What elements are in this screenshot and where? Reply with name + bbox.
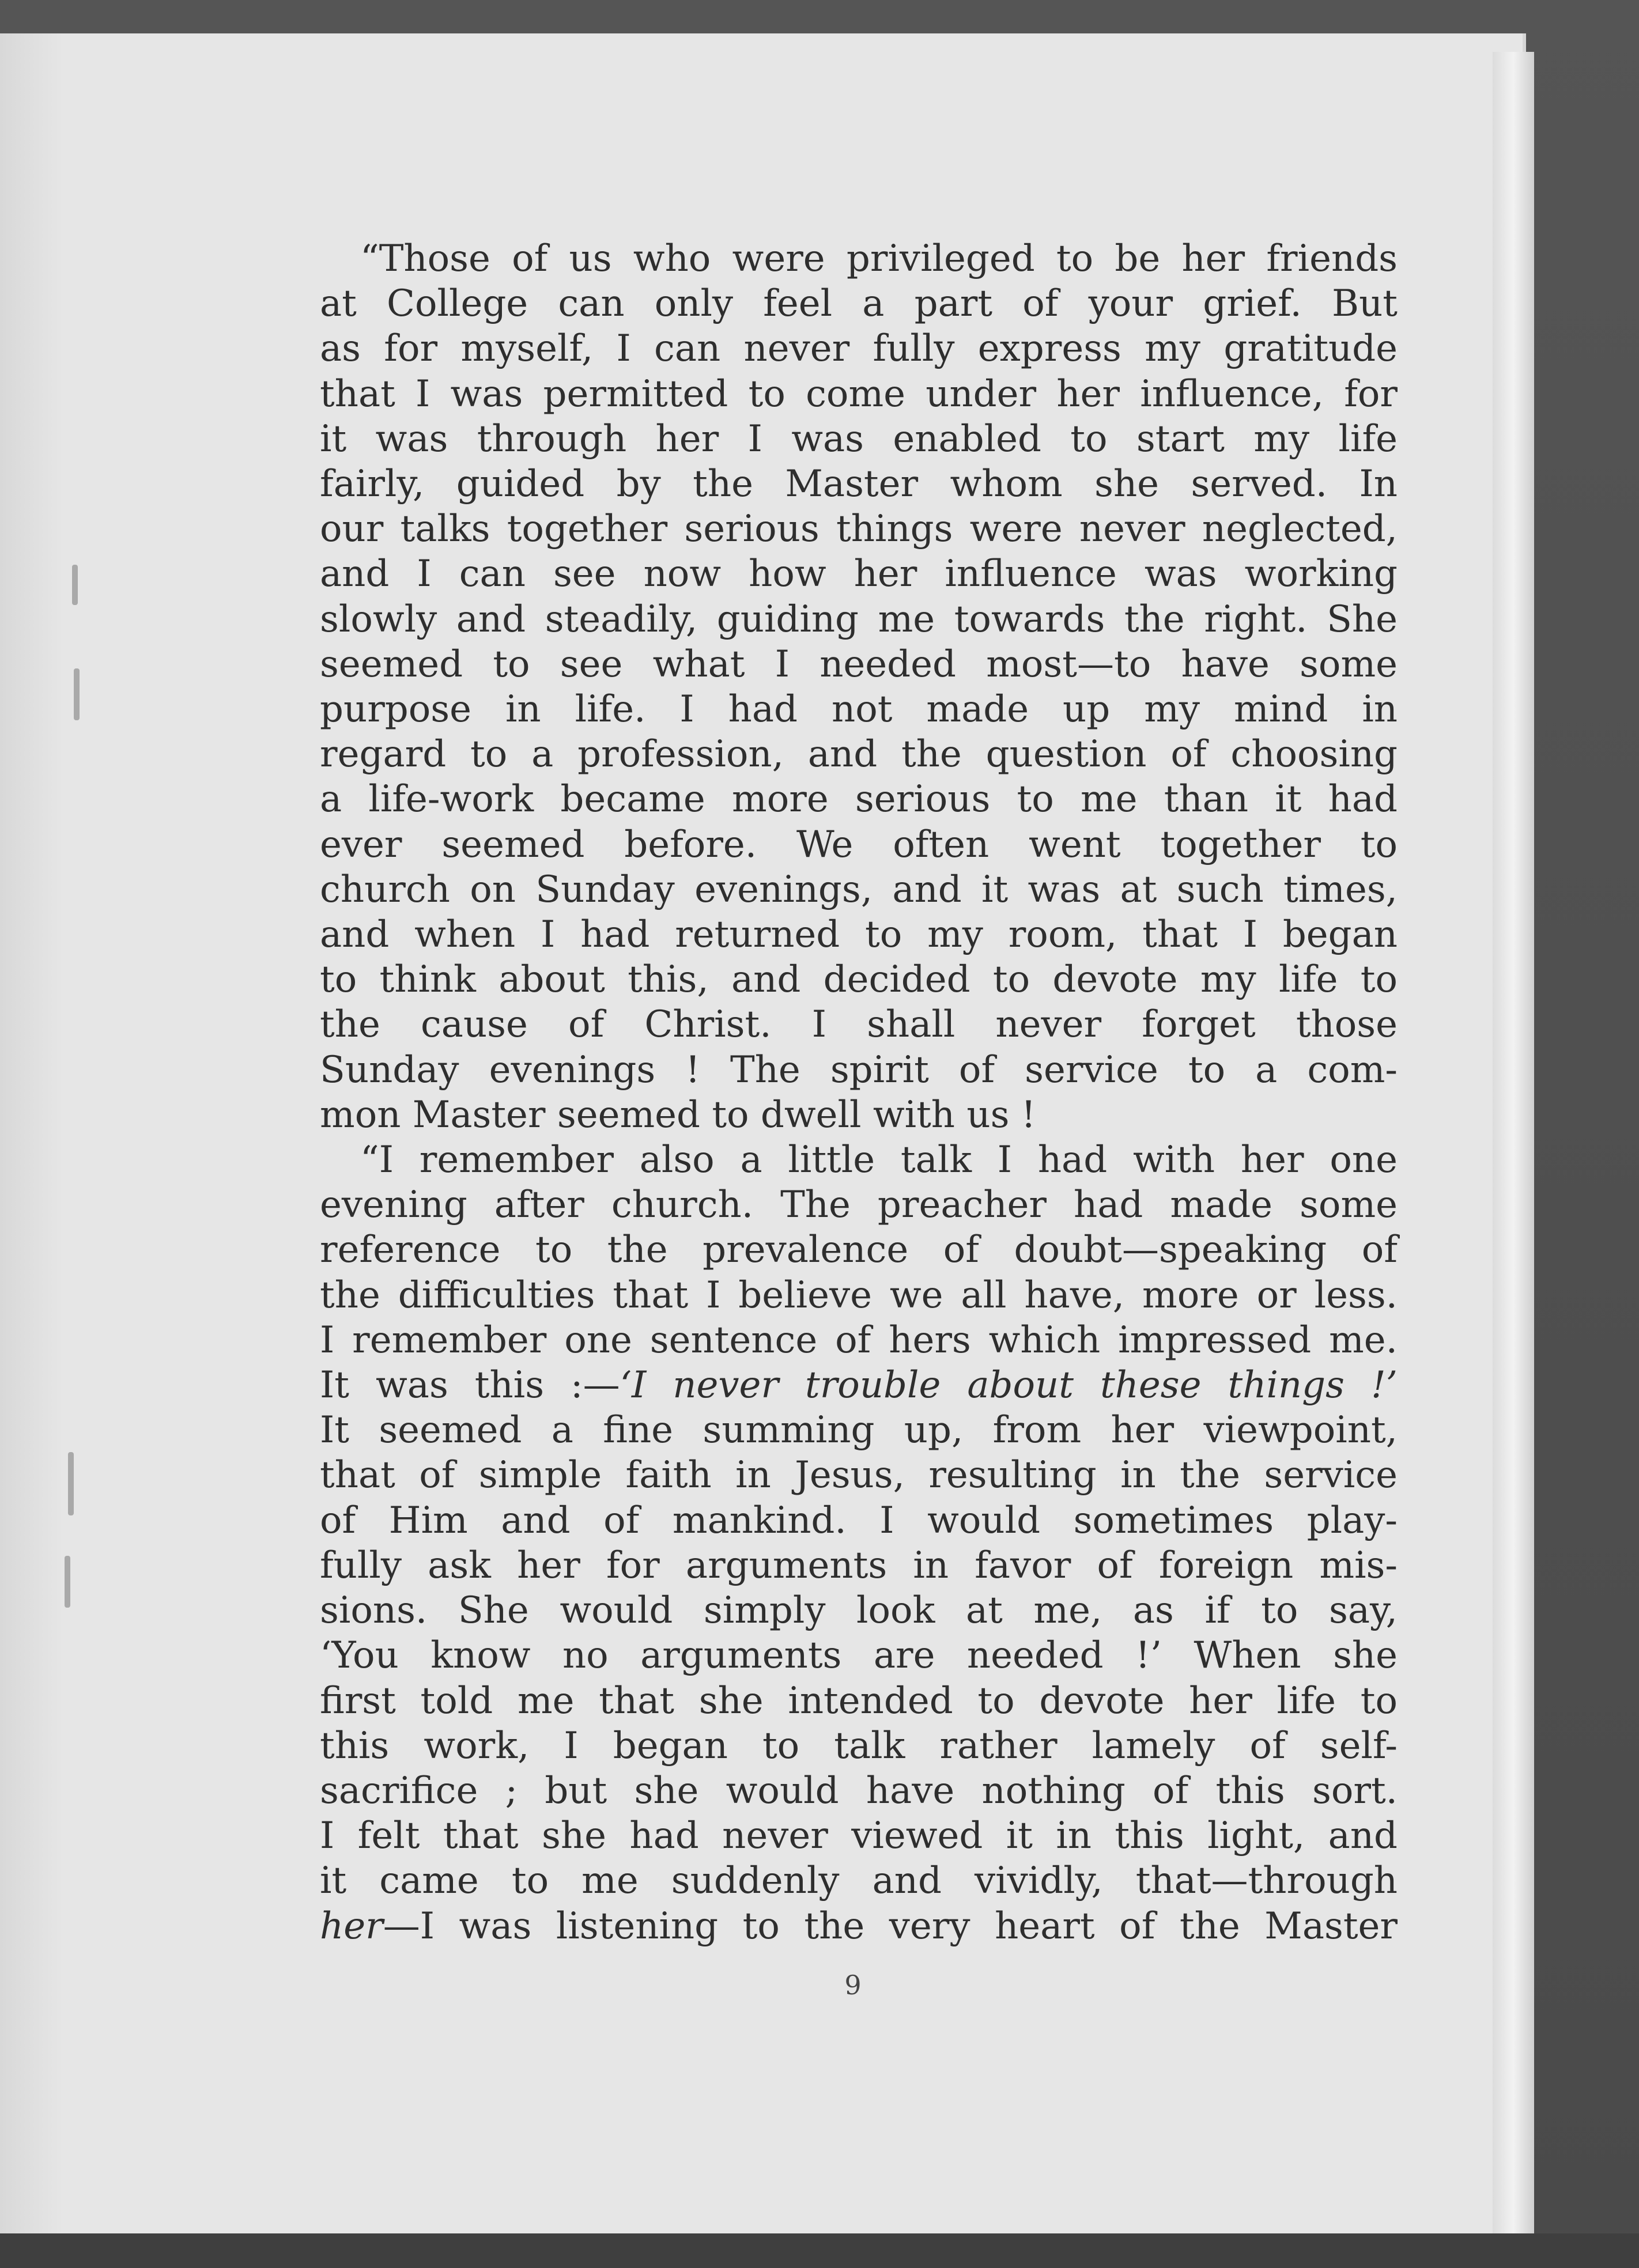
text-line: this work, I began to talk rather lamely of self- [320,1724,1398,1767]
text-line: and when I had returned to my room, that I began [320,913,1398,957]
text-line: evening after church. The preacher had made some [320,1184,1398,1227]
margin-mark [74,668,80,720]
paragraph-1 [320,236,1398,1137]
text-line: purpose in life. I had not made up my mind in [320,688,1398,731]
text-line [320,1904,1398,1949]
text-line: It seemed a fine summing up, from her viewpoint, [320,1409,1398,1452]
page-gutter [0,33,63,2233]
text-line: to think about this, and decided to devote my life to [320,958,1398,1001]
text-line: regard to a profession, and the question of choosing [320,733,1398,776]
text-line: fully ask her for arguments in favor of foreign mis- [320,1544,1398,1587]
text-line: of Him and of mankind. I would sometimes play- [320,1499,1398,1542]
text-line: the difficulties that I believe we all have, more or less. [320,1273,1398,1317]
text-line: fairly, guided by the Master whom she served. In [320,463,1398,506]
text-line: as for myself, I can never fully express my gratitude [320,327,1398,371]
margin-mark [72,565,78,605]
text-line: “I remember also a little talk I had with her one [360,1139,1398,1182]
text-line: ‘You know no arguments are needed !’ When she [320,1634,1398,1677]
text-line: sions. She would simply look at me, as if to say, [320,1589,1398,1632]
text-line: reference to the prevalence of doubt—speaking of [320,1228,1398,1272]
text-line: it came to me suddenly and vividly, that—through [320,1859,1398,1903]
body-text [320,236,1398,1949]
text-line: that of simple faith in Jesus, resulting in the service [320,1454,1398,1497]
text-line: and I can see now how her influence was working [320,553,1398,596]
text-line: our talks together serious things were never neglected, [320,508,1398,551]
text-line-prefix: It was this :— [320,1364,620,1407]
italic-quote: ‘I never trouble about these things !’ [620,1364,1398,1407]
text-line: mon Master seemed to dwell with us ! [320,1093,1036,1136]
text-line-rest: —I was listening to the very heart of the Master [383,1904,1398,1948]
text-line: first told me that she intended to devote her life to [320,1679,1398,1722]
text-line [320,1363,1398,1408]
scan-bottom-edge [0,2233,1639,2268]
text-line: that I was permitted to come under her influence, for [320,372,1398,415]
margin-mark [68,1452,74,1515]
text-line: slowly and steadily, guiding me towards the right. She [320,598,1398,641]
text-line: I felt that she had never viewed it in this light, and [320,1815,1398,1858]
text-line: it was through her I was enabled to start my life [320,417,1398,460]
page-edge [1493,52,1534,2236]
text-line: seemed to see what I needed most—to have some [320,642,1398,686]
paragraph-2 [320,1137,1398,1949]
text-line: the cause of Christ. I shall never forget those [320,1003,1398,1046]
text-line: I remember one sentence of hers which impressed me. [320,1318,1398,1362]
text-line: a life-work became more serious to me than it had [320,778,1398,821]
margin-mark [65,1556,70,1608]
text-line: sacrifice ; but she would have nothing of this sort. [320,1769,1398,1812]
text-line: church on Sunday evenings, and it was at such times, [320,868,1398,911]
text-line: “Those of us who were privileged to be her friends [360,237,1398,280]
text-line: at College can only feel a part of your grief. But [320,282,1398,326]
text-line: ever seemed before. We often went together to [320,823,1398,866]
text-line: Sunday evenings ! The spirit of service to a com- [320,1048,1398,1091]
italic-word: her [320,1904,383,1948]
page-number: 9 [844,1970,862,2001]
